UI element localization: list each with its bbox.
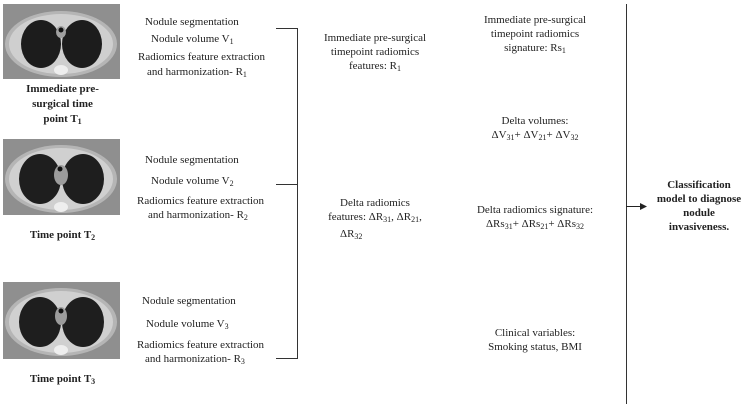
- timepoint-3-caption: Time point $T_3$: [29, 373, 96, 386]
- outcome-line: invasiveness.: [668, 221, 730, 233]
- outcome-line: nodule: [683, 207, 715, 219]
- t3-step-harmonization: and harmonization- $R_3$: [145, 353, 245, 366]
- feature-line: Delta radiomics: [340, 197, 410, 209]
- clinical-variables-block: [465, 326, 605, 354]
- feature-line: features: $\Delta R_{31}$, $\Delta R_{21}$,: [328, 211, 422, 224]
- t2-step-segmentation: Nodule segmentation: [145, 154, 239, 166]
- caption-line: point $T_1$: [43, 113, 82, 126]
- arrow-right-icon: [626, 203, 647, 210]
- t3-step-extraction: Radiomics feature extraction: [137, 339, 265, 351]
- t1-step-segmentation: Nodule segmentation: [145, 16, 239, 28]
- outcome-line: model to diagnose: [656, 193, 742, 205]
- signature-line: timepoint radiomics: [490, 28, 580, 40]
- t1-step-volume: Nodule volume $V_1$: [151, 33, 234, 46]
- signature-line: Immediate pre-surgical: [483, 14, 587, 26]
- feature-line: $\Delta R_{32}$: [340, 228, 363, 241]
- t3-step-segmentation: Nodule segmentation: [142, 295, 236, 307]
- signature-line: Delta radiomics signature:: [476, 204, 594, 216]
- signature-line: Clinical variables:: [494, 327, 576, 339]
- t2-step-volume: Nodule volume $V_2$: [151, 175, 234, 188]
- t2-step-extraction: Radiomics feature extraction: [137, 195, 265, 207]
- feature-line: timepoint radiomics: [330, 46, 420, 58]
- t2-step-harmonization: and harmonization- $R_2$: [148, 209, 248, 222]
- feature-line: Immediate pre-surgical: [323, 32, 427, 44]
- delta-volumes-block: [465, 114, 605, 145]
- signature-line: signature: $Rs_1$: [504, 42, 566, 55]
- t1-step-harmonization: and harmonization- $R_1$: [147, 66, 247, 79]
- signature-line: Delta volumes:: [501, 115, 569, 127]
- t1-step-extraction: Radiomics feature extraction: [138, 51, 266, 63]
- feature-line: features: $R_1$: [349, 60, 401, 73]
- presurgical-signature-block: [465, 13, 605, 58]
- delta-signature-block: [462, 203, 608, 234]
- outcome-block: [651, 178, 747, 234]
- caption-line: Immediate pre-: [26, 83, 99, 95]
- delta-features-block: [310, 196, 440, 244]
- signature-line: $\Delta V_{31}+ \Delta V_{21}+ \Delta V_{32}$: [491, 129, 579, 142]
- timepoint-2-caption: Time point $T_2$: [29, 229, 96, 242]
- t3-step-volume: Nodule volume $V_3$: [146, 318, 229, 331]
- outcome-line: Classification: [667, 179, 731, 191]
- signature-line: Smoking status, BMI: [488, 341, 582, 353]
- presurgical-features-block: [305, 31, 445, 76]
- signature-line: ΔRs$_{31}$+ ΔRs$_{21}$+ ΔRs$_{32}$: [485, 218, 584, 231]
- caption-line: surgical time: [32, 98, 93, 110]
